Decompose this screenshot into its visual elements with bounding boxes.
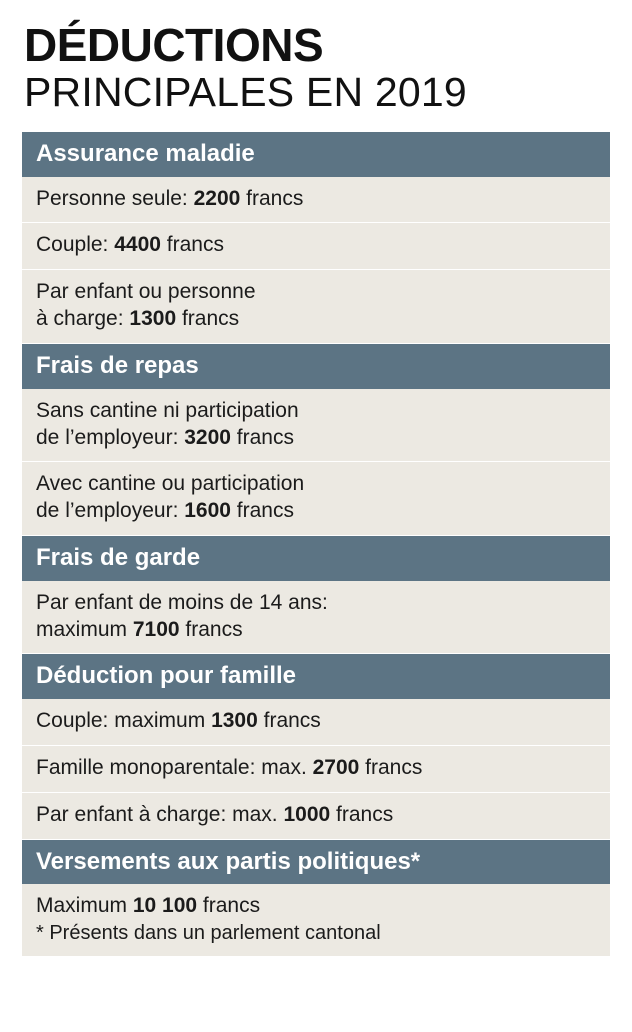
amount-value: 4400 [114, 233, 161, 257]
deductions-table [22, 132, 610, 956]
row-line [36, 232, 596, 259]
row-line [36, 590, 596, 617]
section-header: Frais de garde [22, 536, 610, 581]
amount-value: 7100 [132, 617, 180, 641]
row-line [36, 279, 596, 306]
row-text: Par enfant de moins de 14 ans: [36, 590, 328, 614]
row-line [36, 425, 596, 452]
table-row [22, 462, 610, 536]
row-text: francs [257, 709, 321, 733]
table-row [22, 746, 610, 793]
row-text: francs [240, 186, 304, 210]
row-line [36, 186, 596, 213]
section-header: Versements aux partis politiques* [22, 840, 610, 885]
row-text: Avec cantine ou participation [36, 472, 305, 496]
row-line [36, 755, 596, 782]
table-row [22, 270, 610, 344]
table-row [22, 223, 610, 270]
section-header: Déduction pour famille [22, 654, 610, 699]
title-sub: PRINCIPALES EN 2019 [24, 68, 467, 115]
amount-value: 1300 [211, 709, 258, 733]
row-text: Couple: maximum [36, 709, 212, 733]
row-text: francs [230, 499, 294, 523]
amount-value: 2200 [193, 186, 241, 210]
row-text: Personne seule: [36, 186, 194, 210]
row-line [36, 802, 596, 829]
row-text: francs [160, 233, 224, 257]
section-header: Frais de repas [22, 344, 610, 389]
amount-value: 10 100 [132, 894, 198, 918]
row-line [36, 498, 596, 525]
table-row [22, 389, 610, 463]
amount-value: 1600 [184, 499, 231, 523]
row-text: Maximum [36, 894, 133, 918]
row-text: Par enfant ou personne [36, 280, 256, 304]
row-text: francs [230, 425, 294, 449]
row-text: Couple: [36, 233, 115, 257]
row-text: à charge: [36, 307, 130, 331]
row-text: francs [179, 617, 243, 641]
row-line [36, 306, 596, 333]
row-text: Par enfant à charge: max. [36, 802, 284, 826]
amount-value: 1000 [283, 802, 331, 826]
title-main: DÉDUCTIONS [24, 19, 324, 71]
table-row [22, 884, 610, 956]
amount-value: 1300 [129, 307, 177, 331]
row-line [36, 617, 596, 644]
row-text: francs [176, 307, 240, 331]
amount-value: 2700 [312, 755, 360, 779]
table-row [22, 581, 610, 655]
row-text: Sans cantine ni participation [36, 398, 299, 422]
row-text: francs [359, 755, 423, 779]
row-text: francs [330, 802, 394, 826]
row-text: Famille monoparentale: max. [36, 755, 313, 779]
row-text: de l’employeur: [36, 425, 185, 449]
row-line [36, 893, 596, 920]
row-line [36, 920, 596, 946]
row-text: maximum [36, 617, 133, 641]
section-header: Assurance maladie [22, 132, 610, 177]
row-line [36, 398, 596, 425]
row-line [36, 708, 596, 735]
table-row [22, 177, 610, 224]
row-text: de l’employeur: [36, 499, 185, 523]
amount-value: 3200 [184, 425, 231, 449]
row-text: * Présents dans un parlement cantonal [36, 922, 381, 945]
row-text: francs [197, 894, 261, 918]
table-row [22, 699, 610, 746]
page-title [24, 19, 610, 115]
table-row [22, 793, 610, 840]
row-line [36, 471, 596, 498]
